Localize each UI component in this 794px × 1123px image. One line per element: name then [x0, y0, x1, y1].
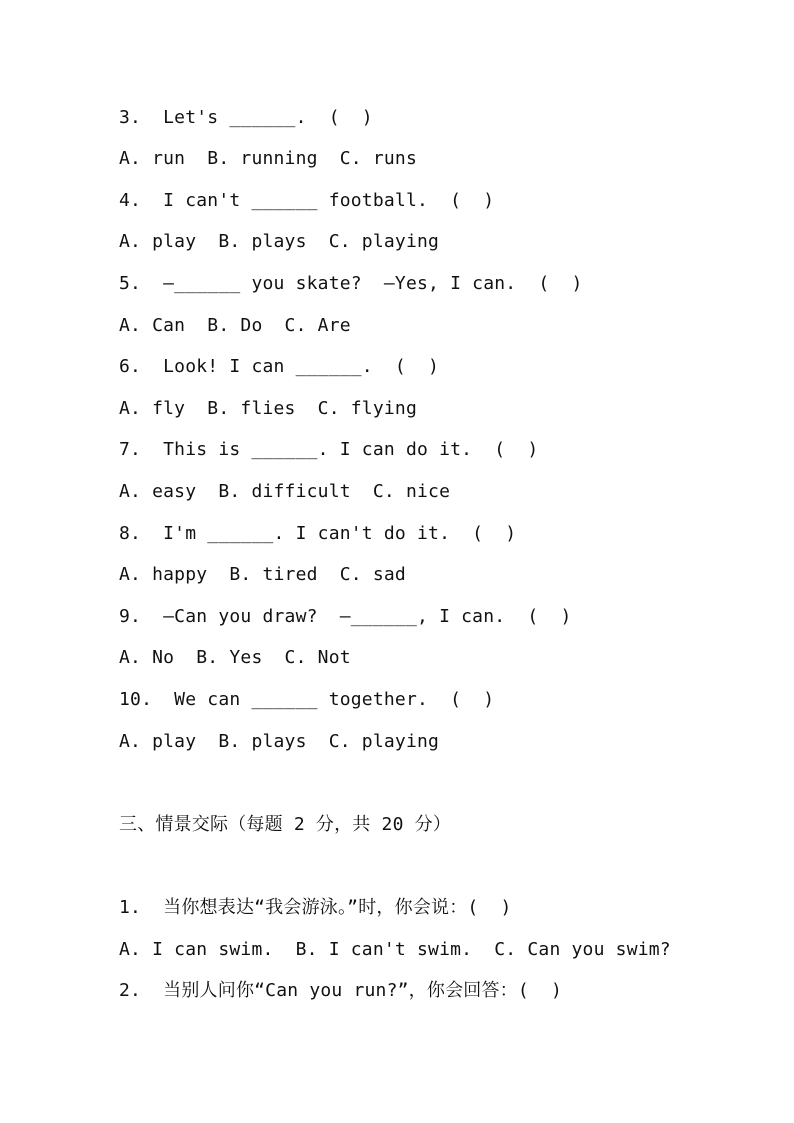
section-3-heading: 三、情景交际（每题 2 分，共 20 分） — [119, 814, 452, 835]
question-9-options: A. No B. Yes C. Not — [119, 647, 351, 668]
question-5-stem: 5. —______ you skate? —Yes, I can. ( ) — [119, 273, 583, 294]
question-3-options: A. run B. running C. runs — [119, 148, 417, 169]
question-10-stem: 10. We can ______ together. ( ) — [119, 689, 495, 710]
question-3-stem: 3. Let's ______. ( ) — [119, 107, 373, 128]
question-4-options: A. play B. plays C. playing — [119, 231, 440, 252]
question-7-stem: 7. This is ______. I can do it. ( ) — [119, 439, 539, 460]
section-3-item-2-stem: 2. 当别人问你“Can you run?”，你会回答：( ) — [119, 980, 563, 1001]
section-3-item-1-stem: 1. 当你想表达“我会游泳。”时，你会说：( ) — [119, 897, 512, 918]
question-7-options: A. easy B. difficult C. nice — [119, 481, 451, 502]
question-4-stem: 4. I can't ______ football. ( ) — [119, 190, 495, 211]
question-10-options: A. play B. plays C. playing — [119, 731, 440, 752]
question-6-options: A. fly B. flies C. flying — [119, 398, 417, 419]
question-5-options: A. Can B. Do C. Are — [119, 315, 351, 336]
question-8-stem: 8. I'm ______. I can't do it. ( ) — [119, 523, 517, 544]
question-9-stem: 9. —Can you draw? —______, I can. ( ) — [119, 606, 572, 627]
question-8-options: A. happy B. tired C. sad — [119, 564, 406, 585]
section-3-item-1-options: A. I can swim. B. I can't swim. C. Can you swim? — [119, 939, 671, 960]
question-6-stem: 6. Look! I can ______. ( ) — [119, 356, 440, 377]
